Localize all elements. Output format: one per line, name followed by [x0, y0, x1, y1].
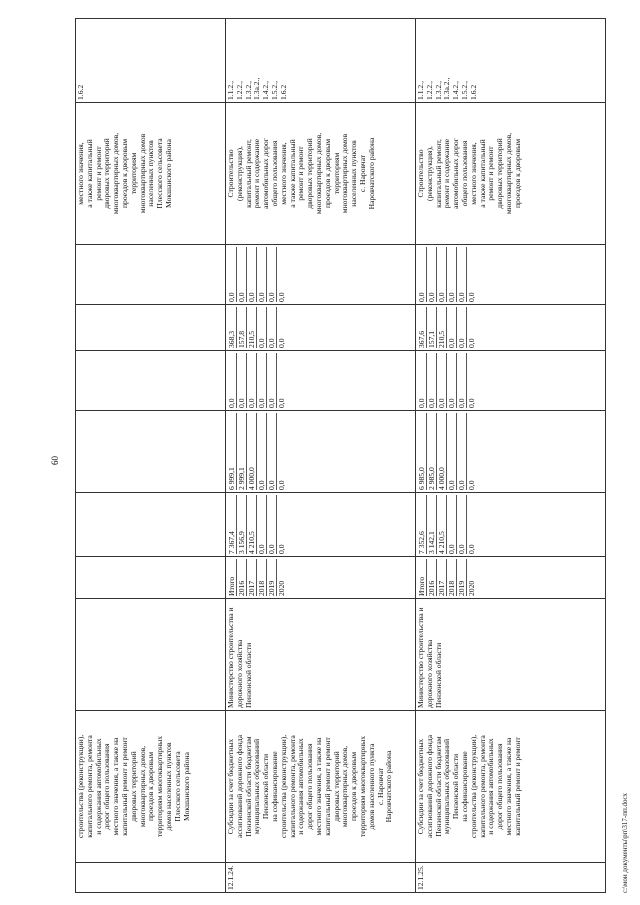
- result-cell: [416, 103, 606, 245]
- text-line: 1.3.2.,: [433, 81, 443, 100]
- text-line: Пензенской области бюджетам: [243, 736, 253, 837]
- text-line: Плесского сельсовета: [155, 138, 165, 209]
- table-row: [226, 19, 416, 893]
- text-line: многоквартирных домов: [137, 133, 147, 214]
- text-line: проездов к дворовым: [119, 138, 129, 209]
- text-line: и содержания автомобильных: [93, 738, 103, 835]
- value-line: 0,0: [457, 495, 467, 554]
- value-line: 0,0: [467, 398, 476, 408]
- value-line: Итого: [417, 559, 427, 596]
- text-line: 1.6.2: [76, 84, 85, 100]
- value-line: 157,1: [427, 307, 437, 348]
- value-line: 0,0: [257, 495, 267, 554]
- value-line: 2020: [277, 580, 286, 596]
- text-line: 1.2.2.,: [234, 81, 244, 100]
- value-line: 0,0: [467, 292, 476, 302]
- value-line: 2 985,0: [427, 413, 437, 490]
- text-line: а также капитальный: [287, 139, 297, 208]
- text-line: дворовых территорий: [305, 138, 315, 209]
- value-line: 2019: [457, 559, 467, 596]
- program-table: [75, 18, 606, 893]
- text-line: Наровчатского района: [384, 750, 394, 823]
- text-line: общего пользования: [269, 140, 279, 207]
- value-line: 0,0: [277, 480, 286, 490]
- text-line: общего пользования: [459, 140, 469, 207]
- text-line: капитального ремонта, ремонта: [287, 735, 297, 838]
- text-line: многоквартирных домов,: [503, 132, 513, 215]
- text-line: домов населенного пункта: [366, 743, 376, 830]
- value-line: 2019: [267, 559, 277, 596]
- text-line: 1.3а.2.,: [442, 77, 452, 100]
- value-line: 4 000,0: [437, 413, 447, 490]
- text-line: ремонт и ремонт: [93, 146, 103, 201]
- regional-budget-cell: [416, 411, 606, 493]
- indicators-cell: [416, 19, 606, 103]
- table-row: [76, 19, 226, 893]
- years-cell: [416, 557, 606, 599]
- text-line: Строительство: [416, 149, 425, 198]
- description-cell: [76, 711, 226, 863]
- result-cell: [76, 103, 226, 245]
- value-line: 2017: [437, 559, 447, 596]
- value-line: 0,0: [417, 247, 427, 302]
- value-line: 0,0: [277, 544, 286, 554]
- table-row: [416, 19, 606, 893]
- years-cell: [226, 557, 416, 599]
- value-line: 0,0: [227, 353, 237, 408]
- text-line: (реконструкция),: [234, 146, 244, 201]
- value-line: 4 210,5: [437, 495, 447, 554]
- text-line: местного значения, а также на: [503, 737, 513, 836]
- text-line: ремонт и содержание: [442, 138, 452, 209]
- text-line: и содержания автомобильных: [486, 738, 496, 835]
- value-line: 7 352,6: [417, 495, 427, 554]
- value-line: 210,5: [247, 307, 257, 348]
- value-line: 0,0: [227, 247, 237, 302]
- value-line: 4 210,5: [247, 495, 257, 554]
- text-line: Плесского сельсовета: [172, 751, 182, 822]
- value-line: 6 985,0: [417, 413, 427, 490]
- value-line: 0,0: [447, 353, 457, 408]
- value-line: 4 000,0: [247, 413, 257, 490]
- local-budget-cell: [76, 305, 226, 351]
- row-number: 12.1.24.: [226, 865, 235, 890]
- text-line: и содержания автомобильных: [296, 738, 306, 835]
- value-line: 0,0: [457, 307, 467, 348]
- text-line: Пензенской области: [451, 753, 461, 820]
- text-line: капитального ремонта, ремонта: [84, 735, 94, 838]
- value-line: Итого: [227, 559, 237, 596]
- text-line: дорог общего пользования: [305, 743, 315, 830]
- text-line: Субсидии за счет бюджетных: [416, 738, 425, 835]
- value-line: 0,0: [257, 307, 267, 348]
- text-line: многоквартирных домов,: [340, 745, 350, 828]
- text-line: капитального ремонта, ремонта: [477, 735, 487, 838]
- text-line: местного значения, а также на: [313, 737, 323, 836]
- text-line: Пензенской области: [243, 642, 253, 708]
- local-budget-cell: [226, 305, 416, 351]
- row-number-cell: [76, 863, 226, 893]
- text-line: с. Наровчат: [375, 767, 385, 806]
- text-line: Мокшанского района: [181, 752, 191, 821]
- regional-budget-cell: [76, 411, 226, 493]
- text-line: строительства (реконструкции),: [76, 734, 85, 839]
- value-line: 0,0: [267, 247, 277, 302]
- indicators-cell: [226, 19, 416, 103]
- federal-budget-cell: [226, 351, 416, 411]
- text-line: капитальный ремонт и ремонт: [322, 737, 332, 836]
- page-number: 60: [50, 456, 60, 465]
- text-line: 1.4.2.,: [451, 81, 461, 100]
- text-line: территориям: [331, 152, 341, 195]
- text-line: капитальный ремонт и ремонт: [119, 737, 129, 836]
- text-line: местного значения,: [76, 142, 85, 205]
- indicators-cell: [76, 19, 226, 103]
- text-line: многоквартирных домов,: [313, 132, 323, 215]
- description-cell: [416, 711, 606, 863]
- text-line: ремонт и ремонт: [486, 146, 496, 201]
- value-line: 0,0: [267, 413, 277, 490]
- value-line: 0,0: [467, 338, 476, 348]
- text-line: дорог общего пользования: [495, 743, 505, 830]
- value-line: 0,0: [267, 307, 277, 348]
- text-line: капитальный ремонт,: [243, 139, 253, 208]
- text-line: (реконструкция),: [424, 146, 434, 201]
- value-line: 0,0: [247, 353, 257, 408]
- text-line: ремонт и ремонт: [296, 146, 306, 201]
- value-line: 0,0: [447, 413, 457, 490]
- text-line: многоквартирных домов,: [137, 745, 147, 828]
- value-line: 0,0: [457, 247, 467, 302]
- table-body: [76, 19, 606, 893]
- value-line: 0,0: [467, 480, 476, 490]
- value-line: 0,0: [257, 353, 267, 408]
- text-line: 1.4.2.,: [261, 81, 271, 100]
- row-number: 12.1.25.: [416, 865, 425, 890]
- value-line: 0,0: [277, 398, 286, 408]
- footer-file-path: c:\мои документы\рп\317-пп.docx: [621, 792, 629, 893]
- text-line: населенных пунктов: [146, 140, 156, 207]
- years-cell: [76, 557, 226, 599]
- value-line: 367,6: [417, 307, 427, 348]
- value-line: 2017: [247, 559, 257, 596]
- text-line: Пензенской области: [261, 753, 271, 820]
- text-line: территориям: [128, 152, 138, 195]
- text-line: многоквартирных домов,: [111, 132, 121, 215]
- other-sources-cell: [226, 245, 416, 305]
- text-line: Министерство строительства и: [226, 607, 235, 708]
- result-cell: [226, 103, 416, 245]
- text-line: Строительство: [226, 149, 235, 198]
- text-line: автомобильных дорог: [451, 138, 461, 209]
- value-line: 2 999,1: [237, 413, 247, 490]
- text-line: проездов к дворовым: [146, 751, 156, 822]
- text-line: дворовых территорий: [331, 751, 341, 822]
- executor-cell: [76, 599, 226, 711]
- value-line: 2016: [237, 559, 247, 596]
- value-line: 0,0: [427, 353, 437, 408]
- text-line: 1.5.2.,: [459, 81, 469, 100]
- text-line: территориям многоквартирных: [357, 735, 367, 838]
- text-line: дворовых территорий: [102, 138, 112, 209]
- text-line: проездов к дворовым: [512, 138, 522, 209]
- other-sources-cell: [76, 245, 226, 305]
- value-line: 0,0: [447, 307, 457, 348]
- executor-cell: [226, 599, 416, 711]
- local-budget-cell: [416, 305, 606, 351]
- value-line: 0,0: [257, 247, 267, 302]
- value-line: 0,0: [277, 292, 286, 302]
- text-line: ассигнований дорожного фонда: [234, 735, 244, 838]
- other-sources-cell: [416, 245, 606, 305]
- text-line: территориям многоквартирных: [155, 735, 165, 838]
- text-line: проездов к дворовым: [349, 751, 359, 822]
- text-line: Субсидии за счет бюджетных: [226, 738, 235, 835]
- value-line: 0,0: [447, 247, 457, 302]
- text-line: населенных пунктов: [349, 140, 359, 207]
- value-line: 0,0: [467, 544, 476, 554]
- text-line: 1.3а.2.,: [252, 77, 262, 100]
- row-number-cell: [226, 863, 416, 893]
- value-line: 2018: [257, 559, 267, 596]
- text-line: муниципальных образований: [442, 738, 452, 835]
- text-line: дворовых территорий: [495, 138, 505, 209]
- text-line: дворовых территорий: [128, 751, 138, 822]
- value-line: 6 999,1: [227, 413, 237, 490]
- text-line: 1.6.2: [278, 84, 288, 100]
- text-line: 1.5.2.,: [269, 81, 279, 100]
- text-line: 1.6.2: [468, 84, 478, 100]
- federal-budget-cell: [416, 351, 606, 411]
- value-line: 210,5: [437, 307, 447, 348]
- value-line: 0,0: [267, 495, 277, 554]
- executor-cell: [416, 599, 606, 711]
- text-line: Министерство строительства и: [416, 607, 425, 708]
- value-line: 368,3: [227, 307, 237, 348]
- federal-budget-cell: [76, 351, 226, 411]
- text-line: дорог общего пользования: [102, 743, 112, 830]
- total-cell: [226, 493, 416, 557]
- text-line: автомобильных дорог: [261, 138, 271, 209]
- value-line: 0,0: [247, 247, 257, 302]
- value-line: 0,0: [457, 353, 467, 408]
- total-cell: [416, 493, 606, 557]
- value-line: 157,8: [237, 307, 247, 348]
- value-line: 0,0: [427, 247, 437, 302]
- value-line: 0,0: [437, 353, 447, 408]
- value-line: 3 156,9: [237, 495, 247, 554]
- value-line: 0,0: [277, 338, 286, 348]
- total-cell: [76, 493, 226, 557]
- value-line: 0,0: [437, 247, 447, 302]
- text-line: местного значения, а также на: [111, 737, 121, 836]
- value-line: 3 142,1: [427, 495, 437, 554]
- text-line: дорожного хозяйства: [234, 639, 244, 708]
- text-line: ремонт и содержание: [252, 138, 262, 209]
- value-line: 0,0: [257, 413, 267, 490]
- value-line: 0,0: [447, 495, 457, 554]
- text-line: на софинансирование: [459, 751, 469, 822]
- text-line: местного значения,: [468, 142, 478, 205]
- text-line: Наровчатского района: [366, 137, 376, 210]
- value-line: 0,0: [417, 353, 427, 408]
- text-line: 1.2.2.,: [424, 81, 434, 100]
- text-line: строительства (реконструкции),: [468, 734, 478, 839]
- text-line: 1.1.2.,: [226, 81, 235, 100]
- value-line: 0,0: [237, 247, 247, 302]
- value-line: 2018: [447, 559, 457, 596]
- text-line: 1.1.2.,: [416, 81, 425, 100]
- value-line: 2020: [467, 580, 476, 596]
- text-line: строительства (реконструкции),: [278, 734, 288, 839]
- text-line: местного значения,: [278, 142, 288, 205]
- text-line: многоквартирных домов: [340, 133, 350, 214]
- value-line: 7 367,4: [227, 495, 237, 554]
- text-line: а также капитальный: [84, 139, 94, 208]
- value-line: 0,0: [237, 353, 247, 408]
- text-line: муниципальных образований: [252, 738, 262, 835]
- row-number-cell: [416, 863, 606, 893]
- text-line: капитальный ремонт,: [433, 139, 443, 208]
- text-line: дорожного хозяйства: [424, 639, 434, 708]
- description-cell: [226, 711, 416, 863]
- text-line: Пензенской области: [433, 642, 443, 708]
- text-line: Пензенской области бюджетам: [433, 736, 443, 837]
- text-line: капитальный ремонт и ремонт: [512, 737, 522, 836]
- value-line: 0,0: [457, 413, 467, 490]
- text-line: проездов к дворовым: [322, 138, 332, 209]
- text-line: а также капитальный: [477, 139, 487, 208]
- value-line: 2016: [427, 559, 437, 596]
- regional-budget-cell: [226, 411, 416, 493]
- value-line: 0,0: [267, 353, 277, 408]
- text-line: 1.3.2.,: [243, 81, 253, 100]
- text-line: с. Наровчат: [357, 154, 367, 193]
- text-line: на софинансирование: [269, 751, 279, 822]
- text-line: домов населенных пунктов: [163, 742, 173, 831]
- text-line: Мокшанского района: [163, 139, 173, 208]
- text-line: ассигнований дорожного фонда: [424, 735, 434, 838]
